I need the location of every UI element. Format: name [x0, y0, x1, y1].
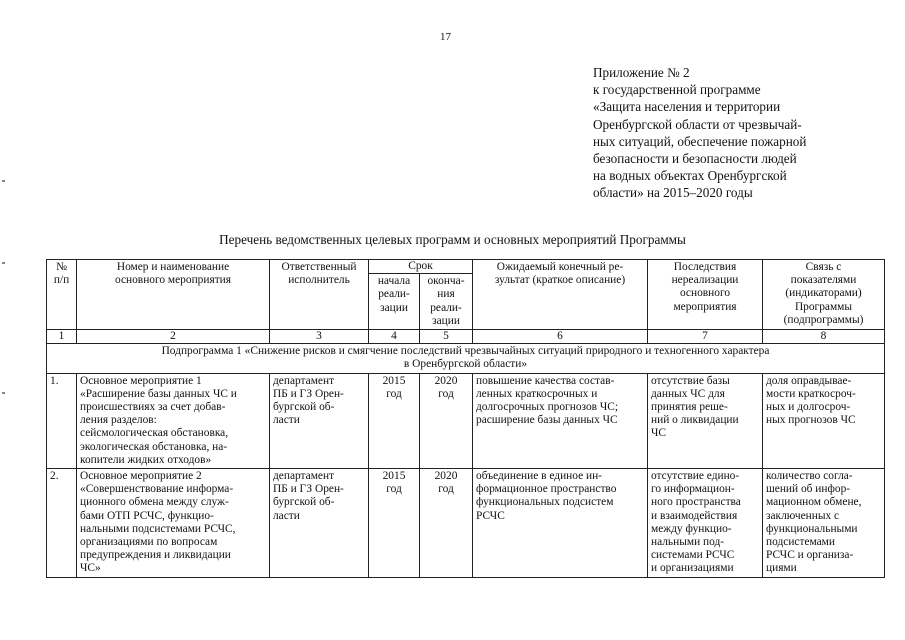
appendix-line: «Защита населения и территории: [593, 99, 781, 115]
row-consequences: отсутствие едино- го информацион- ного пространства и взаимодействия между функцио- нальными под- системами РСЧС и организациями: [648, 469, 763, 578]
row-name: Основное мероприятие 1 «Расширение базы данных ЧС и происшествиях за счет добав- ления разделов: сейсмологическая обстановка, экологическая обстановка, на- копители жидких отходов»: [77, 373, 270, 468]
column-number: 3: [270, 330, 369, 344]
header-consequences: Последствия нереализации основного мероприятия: [648, 260, 763, 330]
scan-artifact: [2, 180, 5, 182]
row-start: 2015 год: [369, 373, 420, 468]
document-title: Перечень ведомственных целевых программ и основных мероприятий Программы: [219, 232, 686, 247]
column-number: 6: [473, 330, 648, 344]
row-result: объединение в единое ин- формационное пространство функциональных подсистем РСЧС: [473, 469, 648, 578]
row-executor: департамент ПБ и ГЗ Орен- бургской об- ласти: [270, 373, 369, 468]
appendix-line: Оренбургской области от чрезвычай-: [593, 116, 802, 132]
row-executor: департамент ПБ и ГЗ Орен- бургской об- ласти: [270, 469, 369, 578]
row-name: Основное мероприятие 2 «Совершенствование информа- ционного обмена между служ- бами ОТП РСЧС, функцио- нальными подсистемами РСЧС, организациями по вопросам предупреждения и ликвидации ЧС»: [77, 469, 270, 578]
header-end: оконча- ния реали- зации: [420, 274, 473, 330]
row-link: количество согла- шений об инфор- мационном обмене, заключенных с функциональными подсистемами РСЧС и организа- циями: [763, 469, 885, 578]
subprogram-row: [47, 344, 885, 373]
column-number: 5: [420, 330, 473, 344]
column-numbers-row: [47, 330, 885, 344]
column-number: 4: [369, 330, 420, 344]
row-result: повышение качества состав- ленных краткосрочных и долгосрочных прогнозов ЧС; расширение базы данных ЧС: [473, 373, 648, 468]
scan-artifact: [2, 262, 5, 264]
page-number: 17: [440, 31, 451, 43]
header-name: Номер и наименование основного мероприятия: [77, 260, 270, 330]
header-row: [47, 260, 885, 274]
column-number: 2: [77, 330, 270, 344]
appendix-line: на водных объектах Оренбургской: [593, 168, 787, 184]
subprogram-title: Подпрограмма 1 «Снижение рисков и смягчение последствий чрезвычайных ситуаций природного и техногенного характера в Оренбургской области»: [47, 344, 885, 373]
table-row: [47, 469, 885, 578]
scan-artifact: [2, 392, 5, 394]
row-start: 2015 год: [369, 469, 420, 578]
appendix-line: ных ситуаций, обеспечение пожарной: [593, 133, 807, 149]
appendix-line: безопасности и безопасности людей: [593, 151, 797, 167]
row-end: 2020 год: [420, 469, 473, 578]
appendix-line: к государственной программе: [593, 82, 761, 98]
header-executor: Ответственный исполнитель: [270, 260, 369, 330]
column-number: 8: [763, 330, 885, 344]
appendix-note: [593, 64, 883, 202]
row-num: 1.: [47, 373, 77, 468]
row-consequences: отсутствие базы данных ЧС для принятия реше- ний о ликвидации ЧС: [648, 373, 763, 468]
column-number: 7: [648, 330, 763, 344]
header-link: Связь с показателями (индикаторами) Программы (подпрограммы): [763, 260, 885, 330]
header-result: Ожидаемый конечный ре- зультат (краткое описание): [473, 260, 648, 330]
programs-table: [46, 259, 885, 578]
column-number: 1: [47, 330, 77, 344]
table-row: [47, 373, 885, 468]
header-start: начала реали- зации: [369, 274, 420, 330]
header-num: № п/п: [47, 260, 77, 330]
row-link: доля оправдывае- мости краткосроч- ных и долгосроч- ных прогнозов ЧС: [763, 373, 885, 468]
appendix-line: Приложение № 2: [593, 65, 690, 80]
header-term: Срок: [369, 260, 473, 274]
row-end: 2020 год: [420, 373, 473, 468]
row-num: 2.: [47, 469, 77, 578]
appendix-line: области» на 2015–2020 годы: [593, 185, 753, 201]
